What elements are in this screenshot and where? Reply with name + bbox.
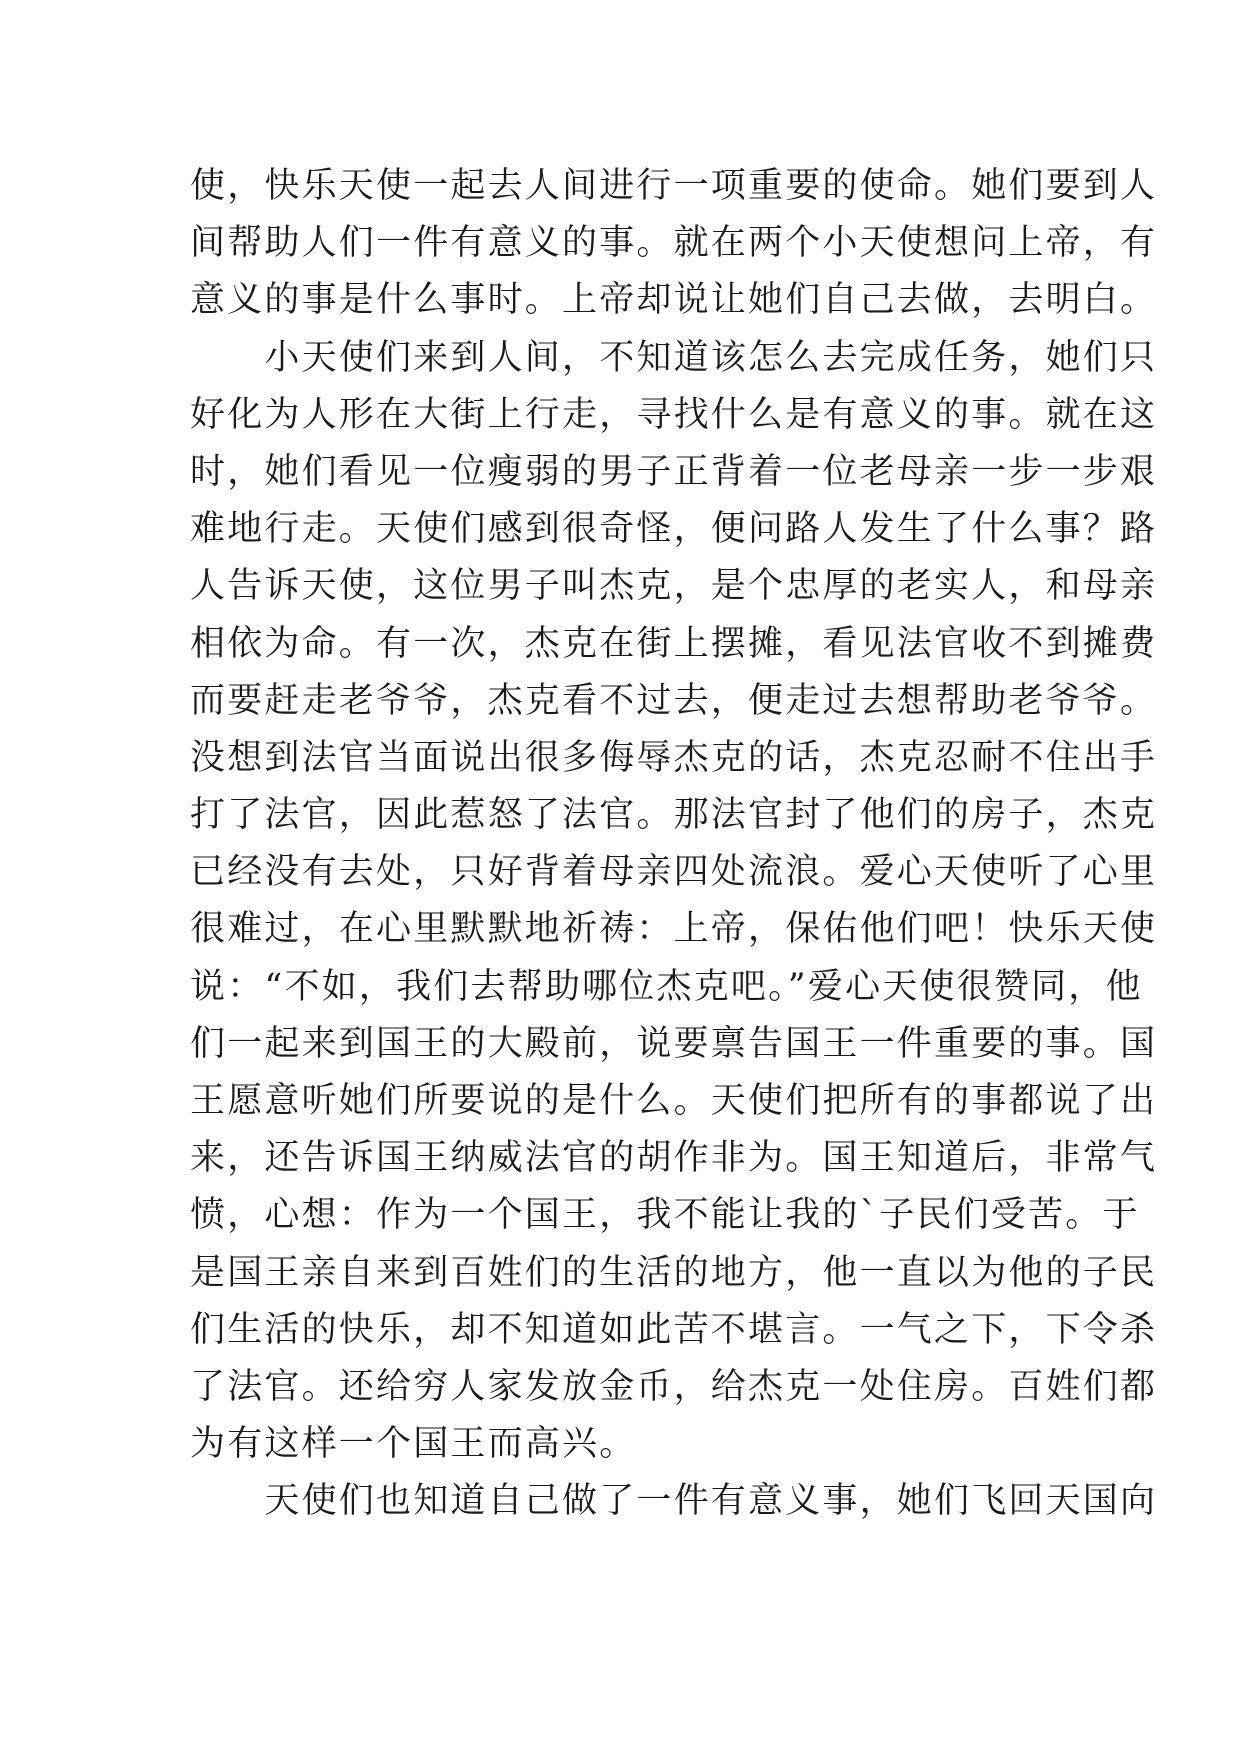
body-text	[190, 158, 1158, 1531]
text-line: 相依为命。有一次，杰克在街上摆摊，看见法官收不到摊费	[190, 623, 1158, 664]
text-line: 打了法官，因此惹怒了法官。那法官封了他们的房子，杰克	[190, 795, 1158, 836]
text-line: 小天使们来到人间，不知道该怎么去完成任务，她们只	[190, 337, 1158, 378]
text-line: 愤，心想：作为一个国王，我不能让我的`子民们受苦。于	[190, 1195, 1140, 1236]
text-line: 王愿意听她们所要说的是什么。天使们把所有的事都说了出	[190, 1081, 1158, 1121]
text-line: 们一起来到国王的大殿前，说要禀告国王一件重要的事。国	[190, 1023, 1158, 1064]
text-line: 而要赶走老爷爷，杰克看不过去，便走过去想帮助老爷爷。	[190, 680, 1158, 721]
text-line: 时，她们看见一位瘦弱的男子正背着一位老母亲一步一步艰	[190, 451, 1158, 492]
text-line: 难地行走。天使们感到很奇怪，便问路人发生了什么事？路	[190, 509, 1158, 550]
text-line: 好化为人形在大街上行走，寻找什么是有意义的事。就在这	[190, 394, 1158, 435]
text-line: 是国王亲自来到百姓们的生活的地方，他一直以为他的子民	[190, 1252, 1158, 1293]
text-line: 说：“不如，我们去帮助哪位杰克吧。”爱心天使很赞同，他	[190, 966, 1143, 1007]
text-line: 们生活的快乐，却不知道如此苦不堪言。一气之下，下令杀	[190, 1309, 1158, 1350]
text-line: 间帮助人们一件有意义的事。就在两个小天使想问上帝，有	[190, 223, 1158, 264]
text-line: 了法官。还给穷人家发放金币，给杰克一处住房。百姓们都	[190, 1366, 1158, 1407]
text-line: 没想到法官当面说出很多侮辱杰克的话，杰克忍耐不住出手	[190, 737, 1158, 778]
text-line: 使，快乐天使一起去人间进行一项重要的使命。她们要到人	[190, 166, 1158, 206]
text-line: 为有这样一个国王而高兴。	[190, 1424, 637, 1465]
text-line: 意义的事是什么事时。上帝却说让她们自己去做，去明白。	[190, 280, 1158, 321]
text-line: 人告诉天使，这位男子叫杰克，是个忠厚的老实人，和母亲	[190, 566, 1158, 607]
text-line: 很难过，在心里默默地祈祷：上帝，保佑他们吧！快乐天使	[190, 909, 1158, 950]
text-line: 来，还告诉国王纳威法官的胡作非为。国王知道后，非常气	[190, 1138, 1158, 1179]
text-line: 已经没有去处，只好背着母亲四处流浪。爱心天使听了心里	[190, 852, 1158, 893]
text-line: 天使们也知道自己做了一件有意义事，她们飞回天国向	[190, 1481, 1158, 1522]
